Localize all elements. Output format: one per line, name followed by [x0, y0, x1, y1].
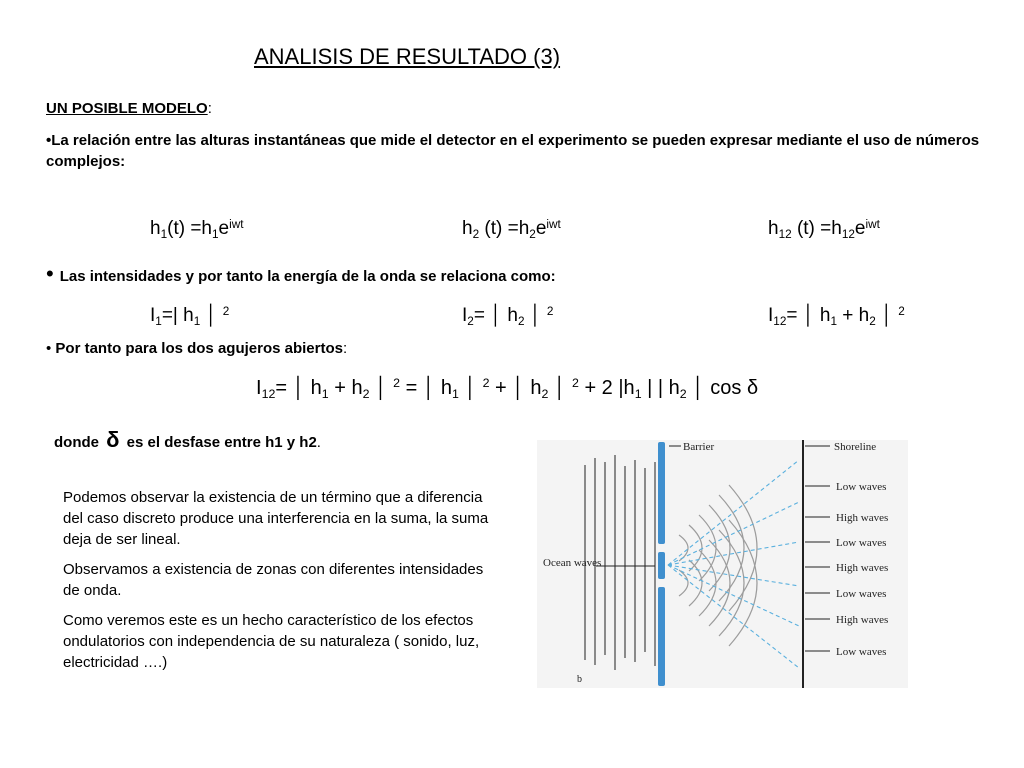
- wave-label: High waves: [836, 512, 889, 524]
- wave-label: High waves: [836, 614, 889, 626]
- equation-h2: $h_2$ $(t) =h_2e^{iwt}$: [462, 217, 561, 241]
- barrier-label: Barrier: [683, 441, 715, 453]
- wave-label: Low waves: [836, 537, 887, 549]
- model-heading-colon: :: [207, 100, 212, 117]
- equation-h12: $h_{12}$ $(t) =h_{12}e^{iwt}$: [768, 217, 880, 241]
- wave-label: Low waves: [836, 646, 887, 658]
- open-holes-bullet: • Por tanto para los dos agujeros abiertos:: [46, 340, 348, 357]
- model-heading: [46, 100, 212, 117]
- paragraph: Observamos a existencia de zonas con diferentes intensidades de onda.: [63, 561, 484, 599]
- phase-note: donde δ es el desfase entre h1 y h2.: [54, 427, 321, 452]
- explanation-paragraphs: [63, 487, 503, 682]
- equation-total-intensity: $I_{12}=$ │ $h_1 + h_2$ │ $^2$ = │ $h_1$ │ $^2$ + │ $h_2$ │ $^2$ + 2 $|h_1$ | | $h_2$ │ cos δ: [256, 376, 759, 401]
- bullet-dot: •: [46, 261, 54, 286]
- equation-i2: $I_2=$ │ $h_2$ │ $^2$: [462, 304, 554, 328]
- wave-label: High waves: [836, 562, 889, 574]
- barrier: [658, 442, 665, 686]
- intensities-bullet: [46, 261, 556, 287]
- equation-h1: $h_1(t) =h_1e^{iwt}$: [150, 217, 244, 241]
- paragraph: Podemos observar la existencia de un término que a diferencia del caso discreto produce una interferencia en la suma, la suma deja de ser lineal.: [63, 489, 489, 548]
- model-heading-label: UN POSIBLE MODELO: [46, 100, 208, 117]
- equation-i12: $I_{12}=$ │ $h_1 + h_2$ │ $^2$: [768, 304, 905, 328]
- slide-title: ANALISIS DE RESULTADO (3): [254, 44, 561, 69]
- wave-interference-figure: [537, 440, 908, 688]
- shoreline-label: Shoreline: [834, 441, 877, 453]
- intensities-bullet-text: Las intensidades y por tanto la energía de la onda se relaciona como:: [59, 268, 556, 285]
- equation-i1: $I_1=|$ $h_1$ │ $^2$: [150, 304, 230, 328]
- paragraph: Como veremos este es un hecho característico de los efectos ondulatorios con independencia de su naturaleza ( sonido, luz, electricidad ….): [63, 612, 480, 671]
- wave-label: Low waves: [836, 588, 887, 600]
- wave-label: Low waves: [836, 481, 887, 493]
- ocean-waves-label: Ocean waves: [543, 557, 602, 569]
- panel-letter: b: [577, 674, 582, 685]
- intro-text: •La relación entre las alturas instantáneas que mide el detector en el experimento se pueden expresar mediante el uso de números complejos:: [46, 132, 980, 170]
- delta-symbol: δ: [106, 427, 120, 452]
